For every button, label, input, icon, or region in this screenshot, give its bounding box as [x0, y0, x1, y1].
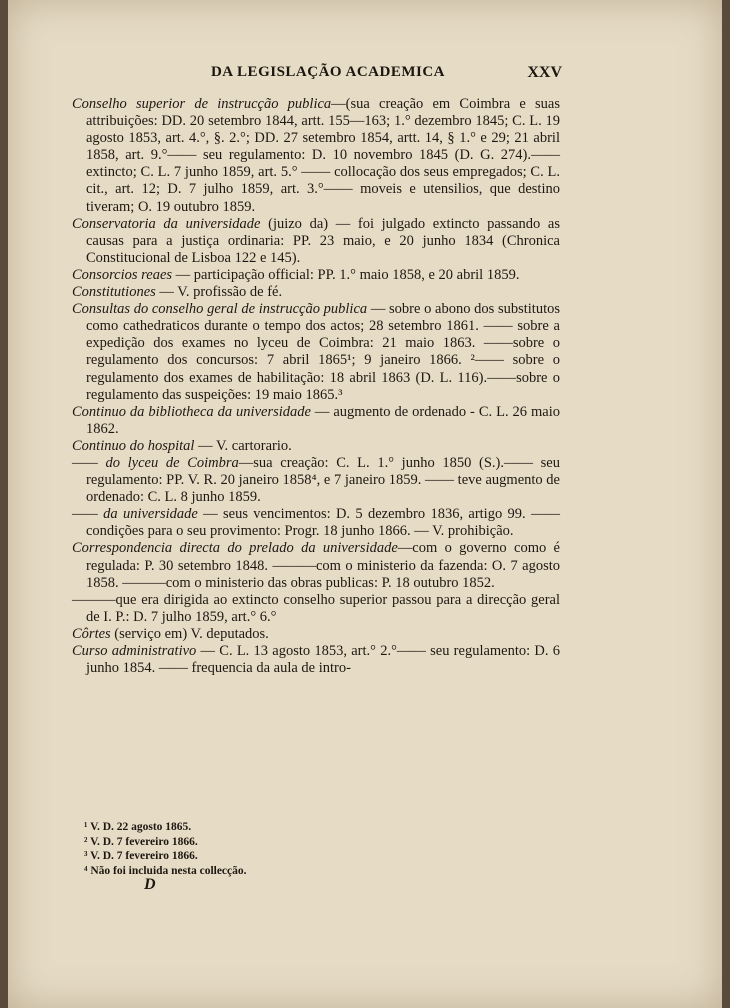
entry-text: — V. cartorario.: [194, 437, 292, 454]
entry-term: Curso administrativo: [72, 643, 197, 659]
footnotes: [84, 820, 484, 878]
index-entries: [72, 96, 560, 677]
index-entry: [72, 284, 560, 301]
index-subentry: [72, 455, 560, 506]
entry-text: — V. profissão de fé.: [155, 284, 283, 301]
index-entry: [72, 643, 560, 677]
entry-term: Consultas do conselho geral de instrucção publica: [72, 301, 368, 318]
entry-term: Côrtes: [72, 625, 111, 642]
entry-term: Continuo da bibliotheca da universidade: [72, 403, 311, 420]
footnote: ³ V. D. 7 fevereiro 1866.: [84, 850, 198, 862]
footnote: ¹ V. D. 22 agosto 1865.: [84, 821, 192, 833]
entry-term: Conselho superior de instrucção publica: [72, 96, 332, 112]
entry-term: —— do lyceu de Coimbra: [72, 454, 239, 471]
entry-term: —— da universidade: [72, 506, 198, 523]
index-entry: [72, 216, 560, 267]
footnote: ² V. D. 7 fevereiro 1866.: [84, 835, 198, 848]
entry-term: Conservatoria da universidade: [72, 215, 261, 232]
entry-text: —com o governo como é regulada: P. 30 setembro 1848. ———com o ministerio da fazenda: O. 7 agosto 1858. ———com o ministerio das obras publicas: P. 18 outubro 1852.: [86, 540, 560, 591]
entry-term: Consorcios reaes: [72, 266, 173, 283]
index-entry: [72, 267, 560, 284]
page-number: XXV: [527, 64, 562, 81]
entry-text: ———que era dirigida ao extincto conselho superior passou para a direcção geral de I. P.: D. 7 julho 1859, art.° 6.°: [72, 591, 560, 625]
page-header: [8, 64, 722, 86]
index-subentry: [72, 506, 560, 540]
entry-text: — seus vencimentos: D. 5 dezembro 1836, artigo 99. —— condições para o seu provimento: Progr. 18 junho 1866. — V. prohibição.: [86, 506, 560, 540]
index-entry: [72, 96, 560, 216]
entry-text: —sua creação: C. L. 1.° junho 1850 (S.).—— seu regulamento: PP. V. R. 20 janeiro 1858⁴, e 7 janeiro 1859. —— teve augmento de ordenado: C. L. 8 junho 1859.: [86, 454, 560, 506]
index-entry: [72, 404, 560, 438]
signature-mark: D: [144, 876, 156, 893]
entry-term: Correspondencia directa do prelado da universidade: [72, 540, 398, 557]
entry-term: Continuo do hospital: [72, 437, 195, 454]
entry-text: — sobre o abono dos substitutos como cathedraticos durante o tempo dos actos; 28 setembro 1861. —— sobre a expedição dos exames no lyceu de Coimbra: 21 maio 1863. ——sobre o regulamento dos concursos: 7 abril 1865¹; 9 janeiro 1866. ²—— sobre o regulamento dos exames de habilitação: 18 abril 1863 (D. L. 116).——sobre o regulamento das suspeições: 19 maio 1865.³: [86, 301, 560, 403]
index-entry: [72, 301, 560, 404]
entry-text: — augmento de ordenado - C. L. 26 maio 1862.: [86, 403, 560, 437]
footnote: ⁴ Não foi incluida nesta collecção.: [84, 864, 247, 877]
entry-text: —(sua creação em Coimbra e suas attribuições: DD. 20 setembro 1844, artt. 155—163; 1.° dezembro 1845; C. L. 19 agosto 1853, art. 4.°, §. 2.°; DD. 27 setembro 1854, artt. 14, § 1.° e 29; 21 abril 1858, art. 9.°—— seu regulamento: D. 10 novembro 1845 (D. G. 274).——extincto; C. L. 7 junho 1859, art. 5.° —— collocação dos seus empregados; C. L. cit., art. 12; D. 7 julho 1859, art. 3.°—— moveis e utensilios, que destino tiveram; O. 19 outubro 1859.: [86, 96, 560, 215]
entry-text: — participação official: PP. 1.° maio 1858, e 20 abril 1859.: [172, 266, 520, 283]
running-title: DA LEGISLAÇÃO ACADEMICA: [210, 64, 446, 80]
index-entry: [72, 438, 560, 455]
entry-text: (juizo da) — foi julgado extincto passando as causas para a justiça ordinaria: PP. 23 maio, e 20 junho 1834 (Chronica Constitucional de Lisboa 122 e 145).: [86, 215, 560, 266]
index-entry: [72, 540, 560, 591]
index-entry: [72, 626, 560, 643]
entry-term: Constitutiones: [72, 284, 156, 301]
entry-text: (serviço em) V. deputados.: [110, 625, 269, 642]
book-page: [8, 0, 722, 1008]
entry-text: — C. L. 13 agosto 1853, art.° 2.°—— seu regulamento: D. 6 junho 1854. —— frequencia da aula de intro-: [86, 643, 561, 677]
index-subentry: [72, 592, 560, 626]
